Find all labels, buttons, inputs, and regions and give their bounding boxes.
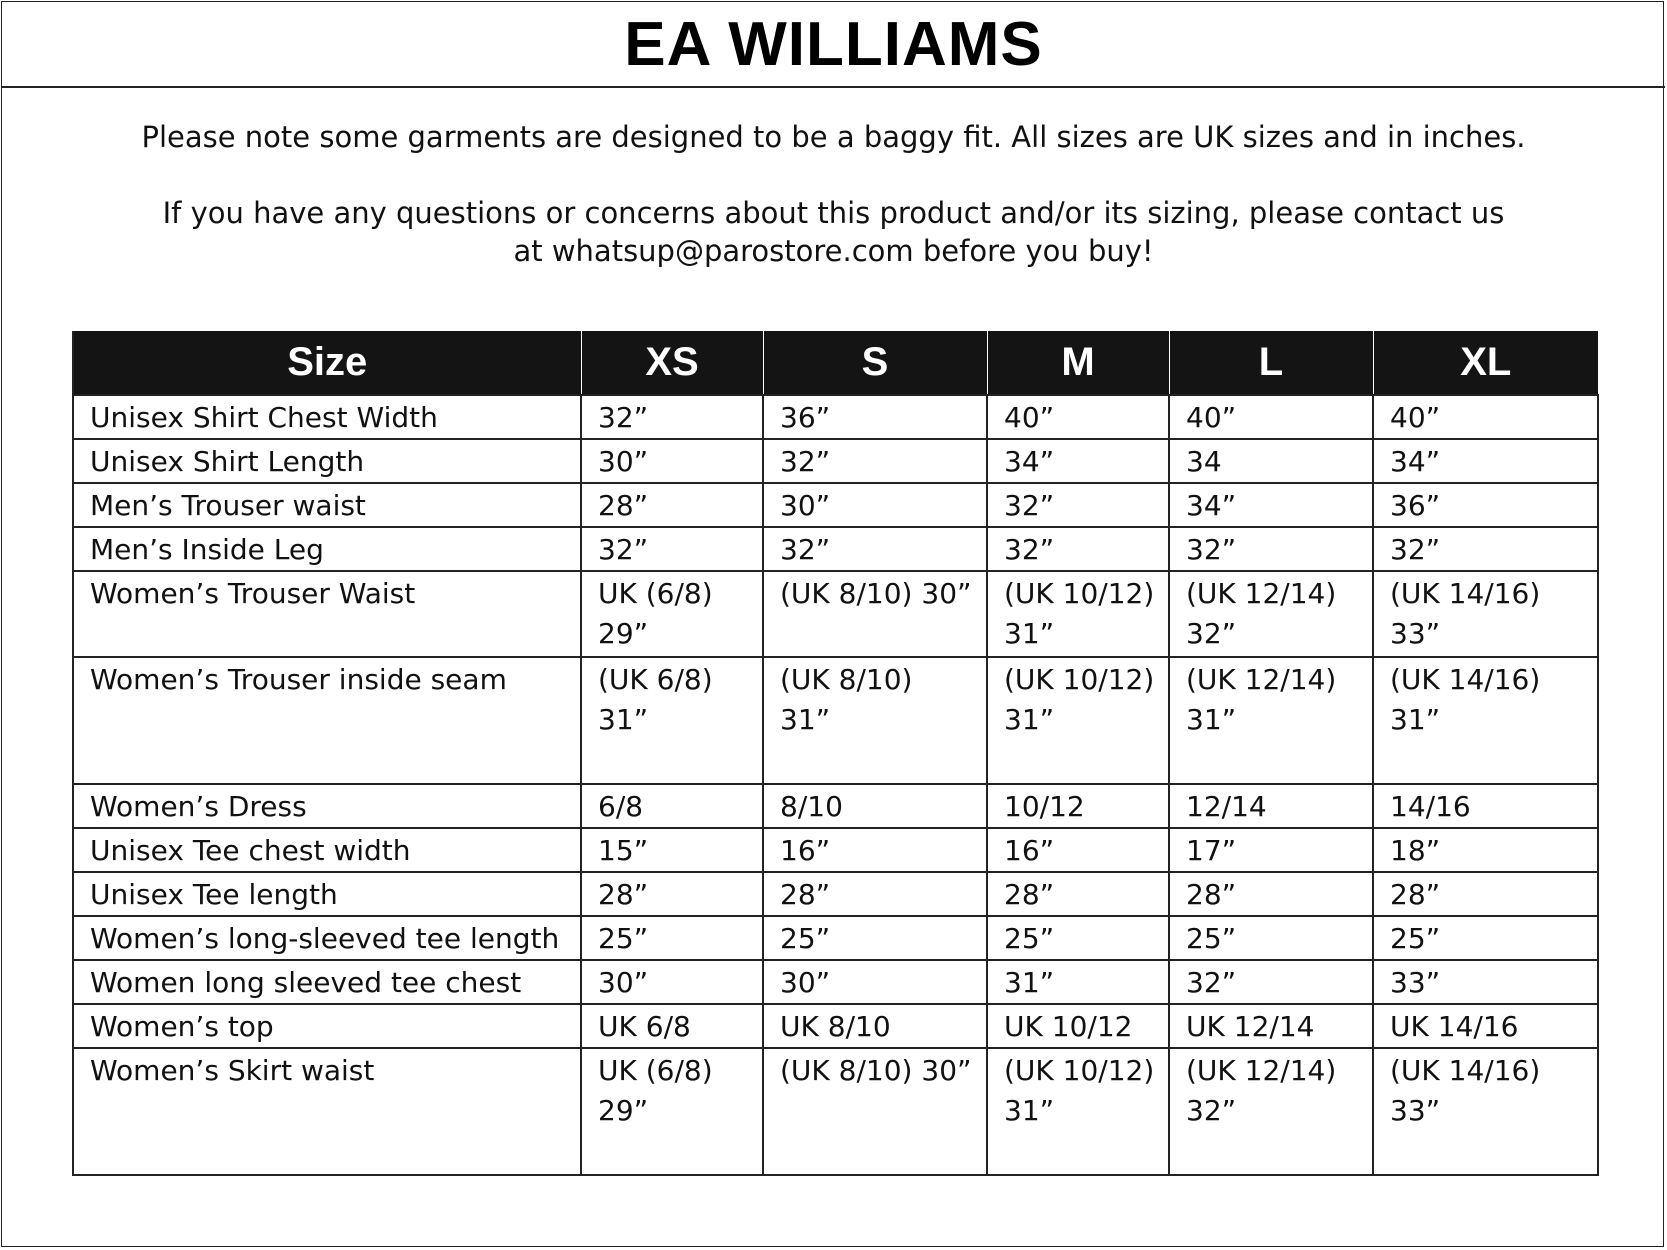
table-cell: 34 <box>1169 439 1373 483</box>
table-cell: 10/12 <box>987 784 1169 828</box>
table-row <box>73 1004 1598 1048</box>
table-cell: 6/8 <box>581 784 763 828</box>
row-label: Unisex Shirt Length <box>73 439 581 483</box>
header-cell-xs: XS <box>581 331 763 395</box>
table-cell: 32” <box>1169 960 1373 1004</box>
contact-note: If you have any questions or concerns about this product and/or its sizing, please contact us at whatsup@parostore.com before you buy! <box>162 196 1505 268</box>
table-cell: 18” <box>1373 828 1598 872</box>
table-cell: 28” <box>581 872 763 916</box>
table-cell: 28” <box>763 872 987 916</box>
table-cell: 15” <box>581 828 763 872</box>
row-label: Men’s Trouser waist <box>73 483 581 527</box>
table-cell: (UK 12/14) 32” <box>1169 571 1373 657</box>
table-row <box>73 439 1598 483</box>
table-cell: (UK 10/12) 31” <box>987 1048 1169 1175</box>
table-cell: 34” <box>987 439 1169 483</box>
table-cell: 31” <box>987 960 1169 1004</box>
header-row <box>73 331 1598 395</box>
table-cell: (UK 12/14) 31” <box>1169 657 1373 784</box>
table-row <box>73 916 1598 960</box>
header-cell-s: S <box>763 331 987 395</box>
table-cell: 32” <box>987 483 1169 527</box>
table-row <box>73 571 1598 657</box>
table-cell: UK 12/14 <box>1169 1004 1373 1048</box>
table-cell: (UK 10/12) 31” <box>987 571 1169 657</box>
table-row <box>73 872 1598 916</box>
row-label: Men’s Inside Leg <box>73 527 581 571</box>
table-cell: 40” <box>1169 395 1373 439</box>
brand-title: EA WILLIAMS <box>624 9 1043 79</box>
table-cell: 32” <box>763 527 987 571</box>
table-cell: (UK 8/10) 30” <box>763 571 987 657</box>
table-cell: 17” <box>1169 828 1373 872</box>
header-cell-xl: XL <box>1373 331 1598 395</box>
table-cell: 28” <box>1169 872 1373 916</box>
sizing-notes <box>2 118 1665 270</box>
row-label: Unisex Tee chest width <box>73 828 581 872</box>
table-cell: (UK 10/12) 31” <box>987 657 1169 784</box>
size-chart-frame <box>1 1 1664 1247</box>
table-row <box>73 1048 1598 1175</box>
row-label: Women’s top <box>73 1004 581 1048</box>
table-cell: 34” <box>1169 483 1373 527</box>
title-bar <box>2 2 1665 88</box>
table-cell: UK (6/8) 29” <box>581 571 763 657</box>
table-cell: 32” <box>763 439 987 483</box>
table-row <box>73 483 1598 527</box>
table-cell: 14/16 <box>1373 784 1598 828</box>
table-cell: 16” <box>987 828 1169 872</box>
table-row <box>73 960 1598 1004</box>
fit-note: Please note some garments are designed to be a baggy fit. All sizes are UK sizes and in inches. <box>141 120 1526 154</box>
header-cell-m: M <box>987 331 1169 395</box>
row-label: Women’s Dress <box>73 784 581 828</box>
table-cell: UK 8/10 <box>763 1004 987 1048</box>
row-label: Women’s Trouser inside seam <box>73 657 581 784</box>
table-cell: UK 6/8 <box>581 1004 763 1048</box>
row-label: Women’s Skirt waist <box>73 1048 581 1175</box>
table-row <box>73 784 1598 828</box>
table-cell: 32” <box>987 527 1169 571</box>
table-cell: 36” <box>763 395 987 439</box>
table-cell: 28” <box>1373 872 1598 916</box>
table-cell: 25” <box>1169 916 1373 960</box>
table-cell: UK 14/16 <box>1373 1004 1598 1048</box>
table-cell: UK (6/8) 29” <box>581 1048 763 1175</box>
table-cell: 28” <box>581 483 763 527</box>
table-row <box>73 828 1598 872</box>
table-cell: 30” <box>581 960 763 1004</box>
table-cell: 40” <box>1373 395 1598 439</box>
table-row <box>73 657 1598 784</box>
table-cell: 34” <box>1373 439 1598 483</box>
table-cell: UK 10/12 <box>987 1004 1169 1048</box>
table-row <box>73 527 1598 571</box>
table-cell: 36” <box>1373 483 1598 527</box>
table-row <box>73 395 1598 439</box>
table-cell: 8/10 <box>763 784 987 828</box>
table-cell: (UK 12/14) 32” <box>1169 1048 1373 1175</box>
table-cell: 25” <box>1373 916 1598 960</box>
row-label: Women’s Trouser Waist <box>73 571 581 657</box>
row-label: Women long sleeved tee chest <box>73 960 581 1004</box>
table-cell: 12/14 <box>1169 784 1373 828</box>
table-cell: 25” <box>763 916 987 960</box>
header-cell-l: L <box>1169 331 1373 395</box>
table-cell: 30” <box>763 960 987 1004</box>
table-cell: (UK 8/10) 30” <box>763 1048 987 1175</box>
table-cell: 16” <box>763 828 987 872</box>
header-cell-size: Size <box>73 331 581 395</box>
table-cell: 25” <box>987 916 1169 960</box>
table-cell: (UK 6/8) 31” <box>581 657 763 784</box>
row-label: Women’s long-sleeved tee length <box>73 916 581 960</box>
table-cell: 32” <box>581 527 763 571</box>
table-cell: 32” <box>1373 527 1598 571</box>
table-cell: 30” <box>763 483 987 527</box>
table-cell: 40” <box>987 395 1169 439</box>
table-cell: (UK 14/16) 31” <box>1373 657 1598 784</box>
table-cell: 32” <box>1169 527 1373 571</box>
table-cell: 28” <box>987 872 1169 916</box>
table-cell: (UK 8/10) 31” <box>763 657 987 784</box>
table-cell: (UK 14/16) 33” <box>1373 1048 1598 1175</box>
table-cell: 33” <box>1373 960 1598 1004</box>
row-label: Unisex Tee length <box>73 872 581 916</box>
table-cell: 25” <box>581 916 763 960</box>
table-cell: (UK 14/16) 33” <box>1373 571 1598 657</box>
table-cell: 30” <box>581 439 763 483</box>
size-table <box>72 331 1599 1176</box>
table-cell: 32” <box>581 395 763 439</box>
row-label: Unisex Shirt Chest Width <box>73 395 581 439</box>
